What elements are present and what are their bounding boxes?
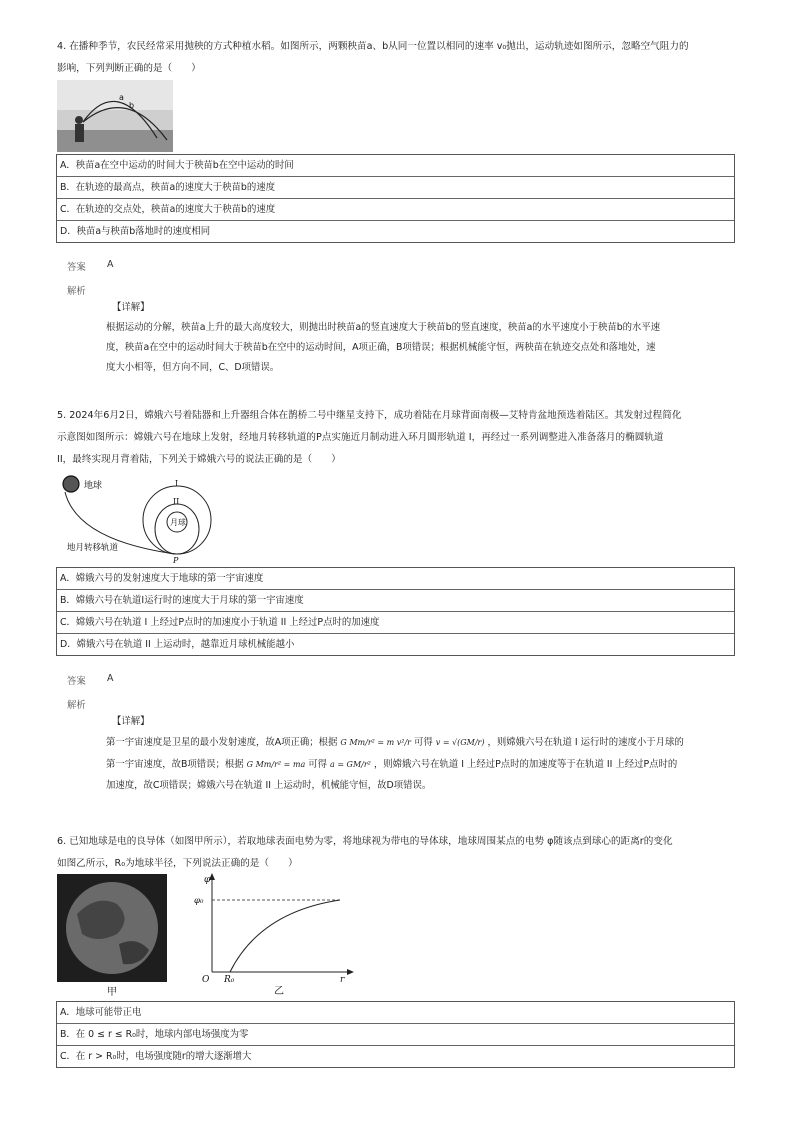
answer-label: 答案 xyxy=(67,676,86,687)
potential-vs-distance-graph xyxy=(190,872,360,996)
detail-title: 【详解】 xyxy=(112,716,150,727)
answer-value: A xyxy=(107,259,114,270)
phi-axis-label: φ xyxy=(204,875,211,885)
question-4-stem xyxy=(57,36,737,80)
question-5-stem xyxy=(57,405,737,471)
question-4-options xyxy=(56,154,735,243)
option-a[interactable]: A．地球可能带正电 xyxy=(57,1002,734,1024)
rice-seedling-throw-photo xyxy=(57,80,173,152)
option-d[interactable]: D．嫦娥六号在轨道 II 上运动时，越靠近月球机械能越小 xyxy=(60,639,295,650)
detail-line xyxy=(106,754,726,776)
question-5-options xyxy=(56,567,735,656)
figure-yi-label: 乙 xyxy=(274,986,284,996)
analysis-label: 解析 xyxy=(67,286,86,297)
option-c[interactable]: C．在 r > R₀时，电场强度随r的增大逐渐增大 xyxy=(60,1051,252,1062)
trajectory-label-b: b xyxy=(129,101,135,110)
question-4-stem-line: 影响，下列判断正确的是（ ） xyxy=(57,63,201,74)
formula: v = √(GM/r) xyxy=(435,738,485,747)
detail-text: 可得 xyxy=(308,759,328,770)
detail-text: ，则嫦娥六号在轨道 I 上经过P点时的加速度等于在轨道 II 上经过P点时的 xyxy=(373,759,678,770)
r-axis-label: r xyxy=(340,975,345,985)
detail-line: 度大小相等，但方向不同，C、D项错误。 xyxy=(106,362,280,373)
option-c[interactable]: C．嫦娥六号在轨道 I 上经过P点时的加速度小于轨道 II 上经过P点时的加速度 xyxy=(57,612,734,634)
option-a[interactable]: A．秧苗a在空中运动的时间大于秧苗b在空中运动的时间 xyxy=(57,155,734,177)
trajectory-label-a: a xyxy=(119,93,124,102)
formula: a = GM/r² xyxy=(330,760,371,769)
question-6-stem-line: 6. 已知地球是电的良导体（如图甲所示），若取地球表面电势为零，将地球视为带电的导体球，地球周围某点的电势 φ随该点到球心的距离r的变化 xyxy=(57,836,673,847)
formula: G Mm/r² = ma xyxy=(246,760,306,769)
question-5-stem-line: 5. 2024年6月2日，嫦娥六号着陆器和上升器组合体在鹊桥二号中继星支持下，成功着陆在月球背面南极—艾特肯盆地预选着陆区。其发射过程简化 xyxy=(57,410,682,421)
phi0-label: φ₀ xyxy=(194,896,204,906)
orbit-2-label: II xyxy=(173,497,180,506)
question-5-stem-line: II，最终实现月背着陆，下列关于嫦娥六号的说法正确的是（ ） xyxy=(57,454,341,465)
detail-text: 第一宇宙速度是卫星的最小发射速度，故A项正确；根据 xyxy=(106,737,338,748)
detail-title: 【详解】 xyxy=(112,302,150,313)
detail-line: 根据运动的分解，秧苗a上升的最大高度较大，则抛出时秧苗a的竖直速度大于秧苗b的竖直速度，秧苗a的水平速度小于秧苗b的水平速 xyxy=(106,322,661,333)
detail-line xyxy=(106,732,726,754)
figure-jia-label: 甲 xyxy=(107,987,117,998)
detail-text: 可得 xyxy=(414,737,433,748)
question-5-explanation xyxy=(106,712,726,796)
origin-label: O xyxy=(202,975,210,985)
answer-value: A xyxy=(107,673,114,684)
question-4-explanation xyxy=(106,298,726,378)
option-a[interactable]: A．嫦娥六号的发射速度大于地球的第一宇宙速度 xyxy=(57,568,734,590)
detail-line: 度，秧苗a在空中的运动时间大于秧苗b在空中的运动时间，A项正确，B项错误；根据机械能守恒，两秧苗在轨迹交点处和落地处，速 xyxy=(106,342,656,353)
detail-text: ，则嫦娥六号在轨道 I 运行时的速度小于月球的 xyxy=(487,737,684,748)
option-b[interactable]: B．嫦娥六号在轨道I运行时的速度大于月球的第一宇宙速度 xyxy=(57,590,734,612)
question-5-stem-line: 示意图如图所示：嫦娥六号在地球上发射，经地月转移轨道的P点实施近月制动进入环月圆形轨道 I，再经过一系列调整进入准备落月的椭圆轨道 xyxy=(57,432,664,443)
transfer-orbit-label: 地月转移轨道 xyxy=(67,543,119,553)
option-b[interactable]: B．在 0 ≤ r ≤ R₀时，地球内部电场强度为零 xyxy=(57,1024,734,1046)
question-6-stem-line: 如图乙所示，R₀为地球半径，下列说法正确的是（ ） xyxy=(57,858,298,869)
question-6-stem xyxy=(57,831,737,875)
earth-label: 地球 xyxy=(84,481,103,491)
option-c[interactable]: C．在轨迹的交点处，秧苗a的速度大于秧苗b的速度 xyxy=(57,199,734,221)
formula: G Mm/r² = m v²/r xyxy=(340,738,412,747)
analysis-label: 解析 xyxy=(67,700,86,711)
question-4-stem-line: 4. 在播种季节，农民经常采用抛秧的方式种植水稻。如图所示，两颗秧苗a、b从同一位置以相同的速率 v₀抛出，运动轨迹如图所示，忽略空气阻力的 xyxy=(57,41,689,52)
earth-photo-figure xyxy=(57,874,167,998)
earth-moon-orbit-diagram xyxy=(57,470,217,564)
detail-text: 第一宇宙速度，故B项错误；根据 xyxy=(106,759,244,770)
point-p-label: P xyxy=(173,556,179,564)
orbit-1-label: I xyxy=(175,479,179,488)
r0-label: R₀ xyxy=(224,975,235,985)
moon-label: 月球 xyxy=(170,518,186,527)
option-d[interactable]: D．秧苗a与秧苗b落地时的速度相同 xyxy=(60,226,211,237)
detail-line: 加速度，故C项错误；嫦娥六号在轨道 II 上运动时，机械能守恒，故D项错误。 xyxy=(106,780,432,791)
answer-label: 答案 xyxy=(67,262,86,273)
question-6-options xyxy=(56,1001,735,1068)
option-b[interactable]: B．在轨迹的最高点，秧苗a的速度大于秧苗b的速度 xyxy=(57,177,734,199)
